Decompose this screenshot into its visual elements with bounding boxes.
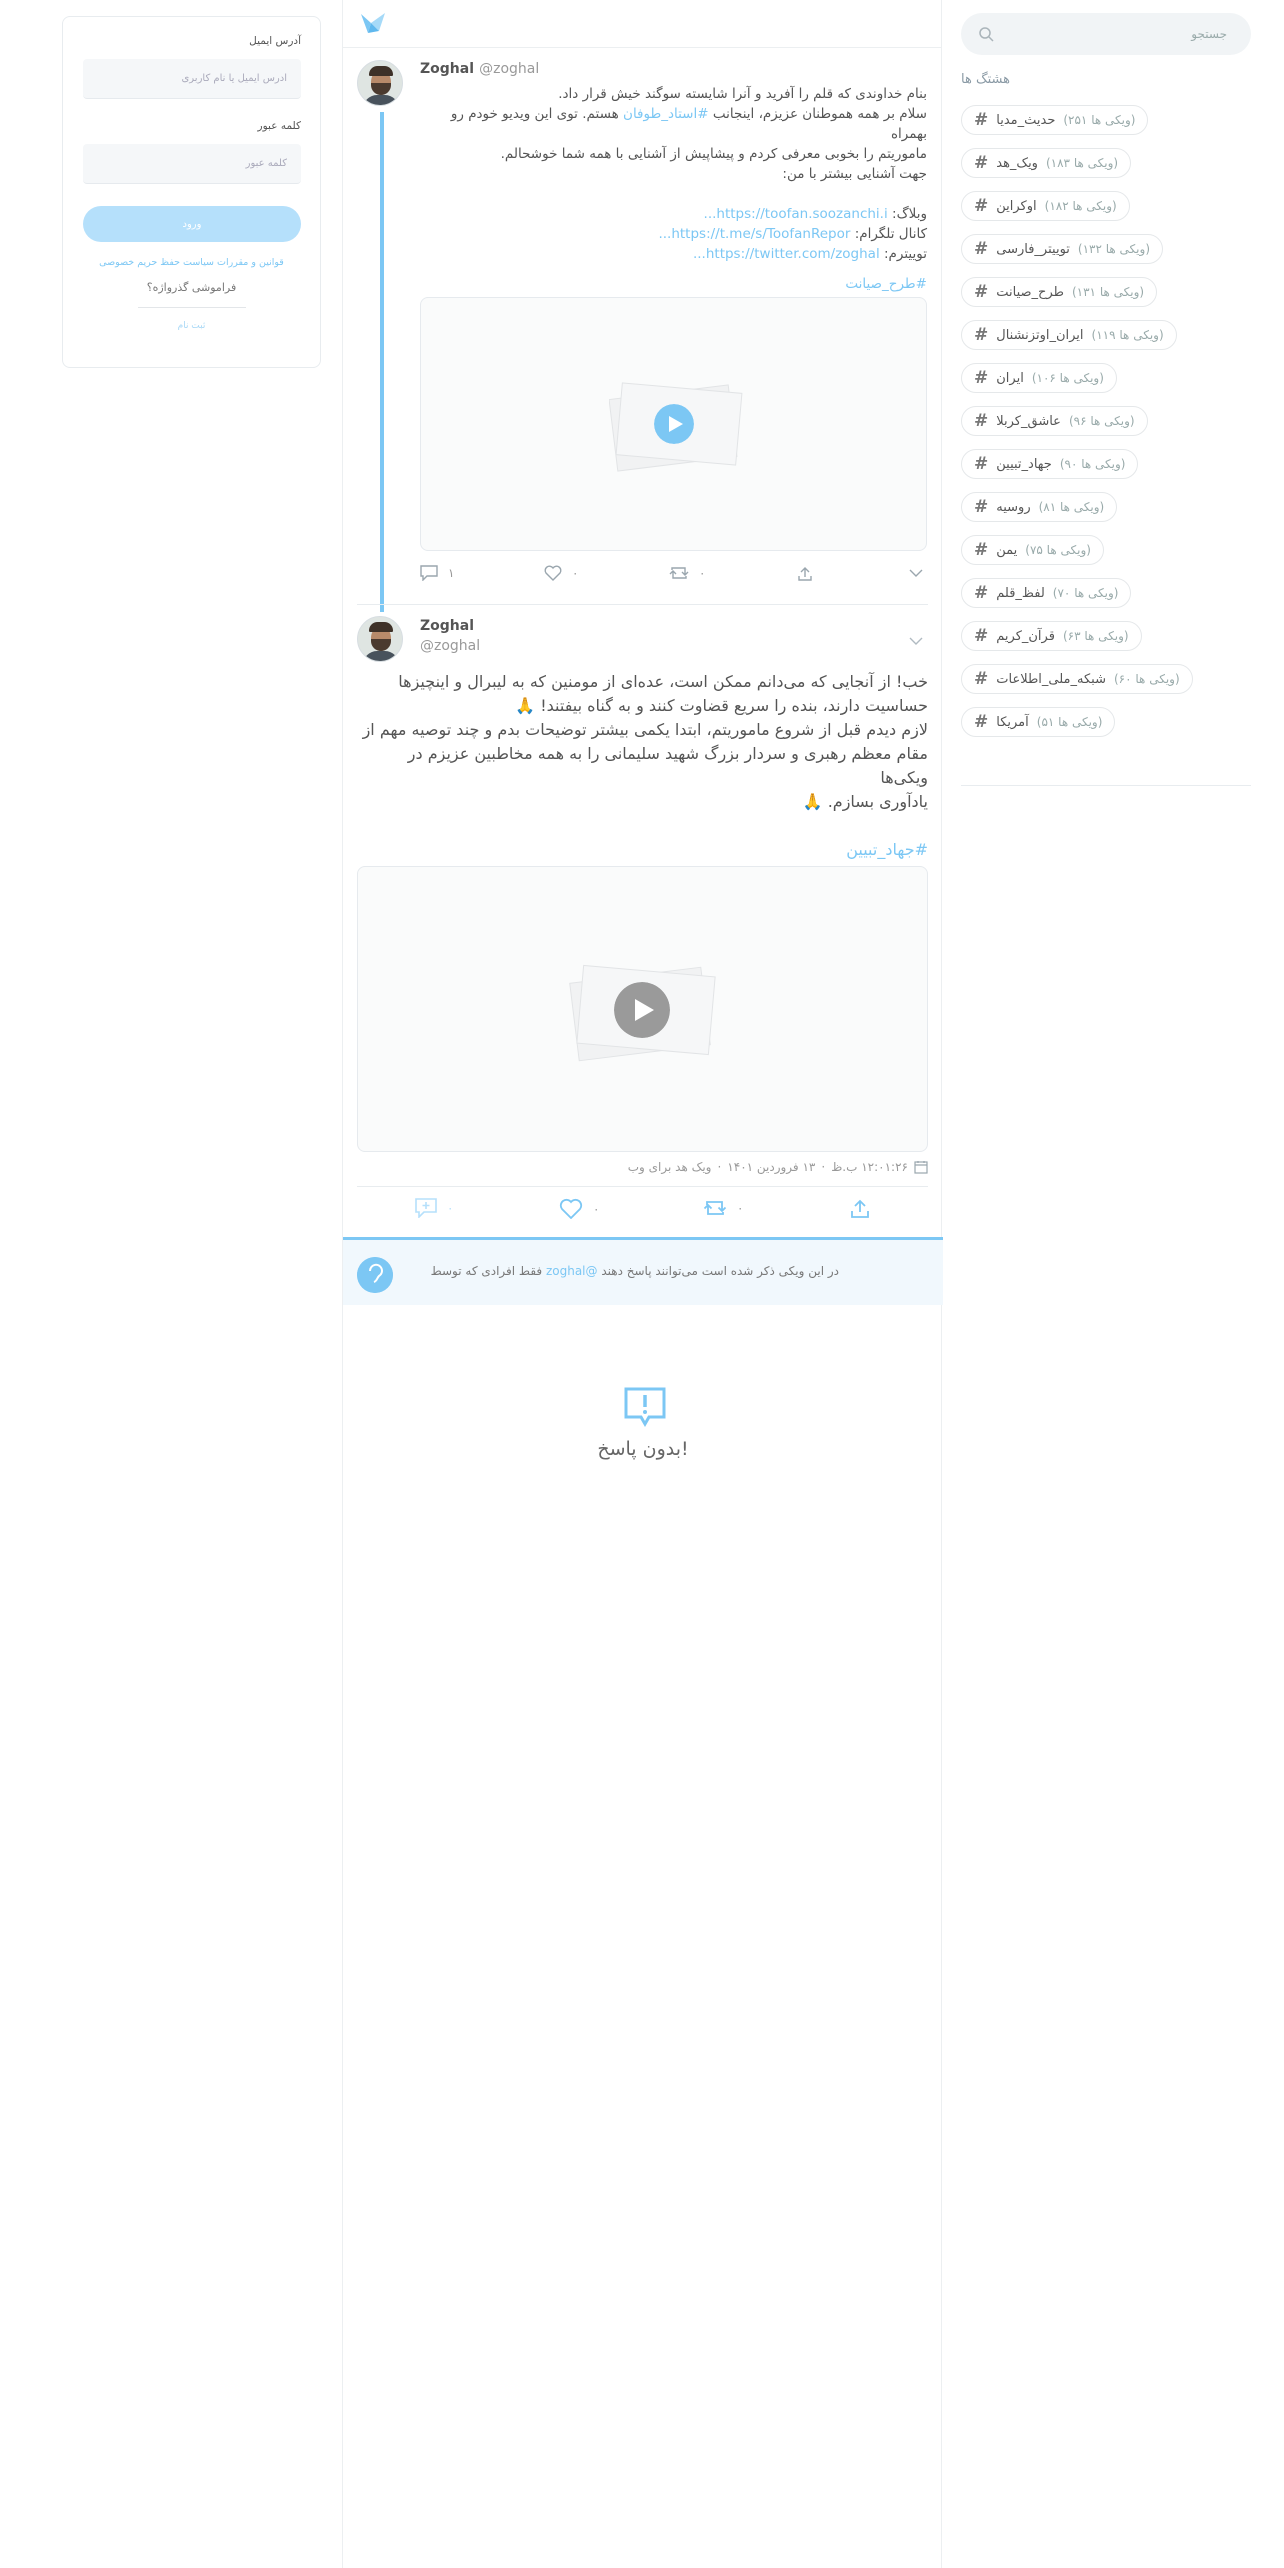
trend-name: یمن (996, 542, 1018, 558)
hashtag-icon: # (974, 325, 989, 345)
trend-count: (۷۵ ویکی ها) (1025, 543, 1091, 557)
empty-reply-icon (623, 1385, 667, 1429)
trend-name: اوکراین (996, 198, 1037, 214)
video-player[interactable] (357, 866, 928, 1152)
trend-tag[interactable] (961, 621, 1142, 651)
trend-count: (۲۵۱ ویکی ها) (1063, 113, 1136, 127)
text-line: توییترم: https://twitter.com/zoghal... (692, 246, 927, 262)
hashtag-icon: # (974, 669, 989, 689)
hashtag-icon: # (974, 110, 989, 130)
retweet-button[interactable] (703, 1198, 743, 1218)
reply-button[interactable] (420, 565, 454, 581)
text-line: لازم دیدم قبل از شروع ماموریتم، ابتدا یکمی بیشتر توضیحات بدم و چند توصیه مهم از (362, 720, 928, 739)
trend-tag[interactable] (961, 105, 1148, 135)
text-line: خب! از آنجایی که می‌دانم ممکن است، عده‌ای از مومنین که به لیبرال و اینچیزها (398, 672, 928, 691)
text-line: سلام بر همه هموطنان عزیزم، اینجانب #استاد_طوفان هستم. توی این ویدیو خودم رو بهمراه (450, 106, 927, 142)
tweet-source[interactable]: ویک هد برای وب (627, 1160, 712, 1174)
author-name: Zoghal (420, 61, 475, 77)
trend-name: ایران_اوتزنشنال (996, 327, 1084, 343)
trend-count: (۶۳ ویکی ها) (1062, 629, 1129, 643)
trend-count: (۵۱ ویکی ها) (1036, 715, 1103, 729)
trends-title: هشتگ ها (961, 72, 1010, 87)
tweet-author[interactable] (420, 58, 539, 77)
hashtag-icon: # (974, 497, 989, 517)
terms-link[interactable]: قوانین و مقررات سیاست حفظ حریم خصوصی (99, 257, 284, 268)
like-count: ۰ (593, 1201, 600, 1216)
login-button[interactable]: ورود (83, 206, 301, 242)
logo-icon[interactable] (359, 11, 387, 35)
trend-tag[interactable] (961, 234, 1163, 264)
empty-state-text: بدون پاسخ! (597, 1438, 689, 1460)
text-line: ماموریتم را بخوبی معرفی کردم و پیشاپیش از آشنایی با همه شما خوشحالم. (500, 146, 927, 162)
trend-count: (۷۰ ویکی ها) (1052, 586, 1119, 600)
trend-count: (۱۳۱ ویکی ها) (1071, 285, 1145, 299)
main-column (342, 0, 942, 2568)
play-icon[interactable] (654, 404, 694, 444)
hashtag-icon: # (974, 454, 989, 474)
hashtag-link[interactable]: #جهاد_تبیین (846, 840, 928, 859)
tweet-text (420, 84, 927, 294)
password-field[interactable] (83, 144, 301, 184)
hashtag-icon: # (974, 153, 989, 173)
trend-name: ایران (996, 370, 1024, 386)
trend-name: ویک_هد (996, 155, 1038, 171)
comment-icon (415, 1198, 437, 1218)
ear-icon (357, 1257, 393, 1293)
search-input[interactable] (1005, 13, 1229, 55)
hashtag-icon: # (974, 411, 989, 431)
login-card (62, 16, 321, 368)
retweet-icon (703, 1198, 727, 1218)
author-handle[interactable]: @zoghal (420, 638, 481, 654)
trend-count: (۱۸۳ ویکی ها) (1045, 156, 1119, 170)
twitter-link[interactable]: https://twitter.com/zoghal... (692, 246, 880, 262)
trend-tag[interactable] (961, 578, 1131, 608)
trend-count: (۹۶ ویکی ها) (1068, 414, 1135, 428)
reply-restriction-notice (343, 1237, 943, 1305)
email-field[interactable] (83, 59, 301, 99)
divider (357, 604, 928, 605)
author-name[interactable]: Zoghal (420, 618, 475, 634)
trend-tag[interactable] (961, 664, 1193, 694)
hashtag-icon: # (974, 626, 989, 646)
trend-name: قرآن_کریم (996, 628, 1055, 644)
hashtag-icon: # (974, 540, 989, 560)
trend-name: شبکه_ملی_اطلاعات (996, 671, 1106, 687)
notice-text: در این ویکی ذکر شده است می‌توانند پاسخ دهند @zoghal فقط افرادی که توسط (430, 1264, 839, 1278)
trend-count: (۹۰ ویکی ها) (1059, 457, 1126, 471)
trend-tag[interactable] (961, 277, 1157, 307)
trend-count: (۱۰۶ ویکی ها) (1031, 371, 1104, 385)
like-button[interactable] (559, 1198, 599, 1219)
meta-separator: · (717, 1160, 722, 1174)
trend-tag[interactable] (961, 406, 1148, 436)
retweet-count: ۰ (737, 1201, 744, 1215)
share-icon[interactable] (850, 1199, 870, 1219)
avatar[interactable] (357, 616, 403, 662)
trend-tag[interactable] (961, 535, 1104, 565)
author-handle: @zoghal (479, 61, 540, 77)
video-player[interactable] (420, 297, 927, 551)
retweet-icon (669, 565, 689, 581)
signup-link[interactable]: ثبت نام (177, 321, 206, 331)
comment-icon (420, 565, 438, 581)
trend-name: عاشق_کربلا (996, 413, 1061, 429)
like-count: ۰ (572, 566, 579, 580)
like-button[interactable] (544, 565, 578, 581)
hashtag-icon: # (974, 583, 989, 603)
reply-count: ۰ (447, 1201, 454, 1215)
text-line: بنام خداوندی که قلم را آفرید و آنرا شایسته سوگند خیش قرار داد. (558, 86, 927, 102)
reply-count: ۱ (448, 566, 455, 580)
avatar[interactable] (357, 60, 403, 106)
tweet-card[interactable] (343, 48, 943, 603)
trend-tag[interactable] (961, 363, 1117, 393)
divider (961, 785, 1251, 786)
text-line: جهت آشنایی بیشتر با من: (782, 166, 927, 182)
retweet-button[interactable] (669, 565, 705, 581)
divider (357, 1186, 928, 1187)
hashtag-icon: # (974, 239, 989, 259)
trend-count: (۸۱ ویکی ها) (1038, 500, 1105, 514)
divider (138, 307, 246, 308)
trend-tag[interactable] (961, 191, 1130, 221)
trend-tag[interactable] (961, 492, 1117, 522)
trend-name: جهاد_تبیین (996, 456, 1052, 472)
trend-name: روسیه (996, 499, 1031, 515)
mention-link[interactable]: @zoghal (545, 1264, 598, 1278)
hashtag-icon: # (974, 282, 989, 302)
password-label: کلمه عبور (257, 120, 301, 132)
play-icon[interactable] (614, 982, 670, 1038)
text-line: مقام معظم رهبری و سردار بزرگ شهید سلیمانی را به همه مخاطبین عزیزم در ویکی‌ها (407, 744, 928, 787)
text-line: وبلاگ: https://toofan.soozanchi.i... (703, 206, 927, 222)
trend-count: (۶۰ ویکی ها) (1114, 672, 1180, 686)
trend-tag[interactable] (961, 707, 1115, 737)
trend-name: حدیث_مدیا (996, 112, 1056, 128)
retweet-count: ۰ (699, 566, 706, 580)
trend-name: طرح_صیانت (996, 284, 1064, 300)
trend-name: آمریکا (996, 714, 1029, 730)
share-icon[interactable] (797, 566, 813, 582)
hashtag-icon: # (974, 712, 989, 732)
text-line: کانال تلگرام: https://t.me/s/ToofanRepor... (658, 226, 927, 242)
search-icon[interactable] (978, 26, 994, 42)
hashtag-link[interactable]: #طرح_صیانت (845, 276, 927, 292)
chevron-down-icon[interactable] (909, 568, 923, 578)
hashtag-link[interactable]: #استاد_طوفان (623, 106, 709, 122)
trend-count: (۱۳۲ ویکی ها) (1077, 242, 1150, 256)
chevron-down-icon[interactable] (909, 636, 923, 646)
email-label: آدرس ایمیل (249, 35, 301, 47)
forgot-password-link[interactable]: فراموشی گذرواژه؟ (146, 281, 237, 294)
tweet-meta (357, 1160, 928, 1174)
tweet-time: ۱۲:۰۱:۲۶ ب.ظ (831, 1160, 908, 1174)
thread-line (380, 112, 384, 612)
tweet-text (357, 670, 928, 862)
trend-name: لفظ_قلم (996, 585, 1045, 601)
trend-tag[interactable] (961, 148, 1131, 178)
heart-icon (544, 565, 562, 581)
calendar-icon (914, 1160, 928, 1174)
tweet-date: ۱۳ فروردین ۱۴۰۱ (727, 1160, 816, 1174)
weblog-link[interactable]: https://toofan.soozanchi.i... (703, 206, 888, 222)
header (343, 0, 941, 48)
heart-icon (559, 1198, 583, 1219)
meta-separator: · (821, 1160, 826, 1174)
search-box[interactable] (961, 13, 1251, 55)
hashtag-icon: # (974, 368, 989, 388)
trend-tag[interactable] (961, 449, 1138, 479)
telegram-link[interactable]: https://t.me/s/ToofanRepor... (658, 226, 851, 242)
hashtag-icon: # (974, 196, 989, 216)
text-line: یادآوری بسازم. 🙏 (802, 792, 928, 811)
trend-name: توییتر_فارسی (996, 241, 1070, 257)
trend-tag[interactable] (961, 320, 1177, 350)
trend-count: (۱۸۲ ویکی ها) (1044, 199, 1117, 213)
trend-count: (۱۱۹ ویکی ها) (1091, 328, 1164, 342)
reply-button[interactable] (415, 1198, 453, 1218)
text-line: حساسیت دارند، بنده را سریع قضاوت کنند و به گناه بیفتند! 🙏 (515, 696, 928, 715)
